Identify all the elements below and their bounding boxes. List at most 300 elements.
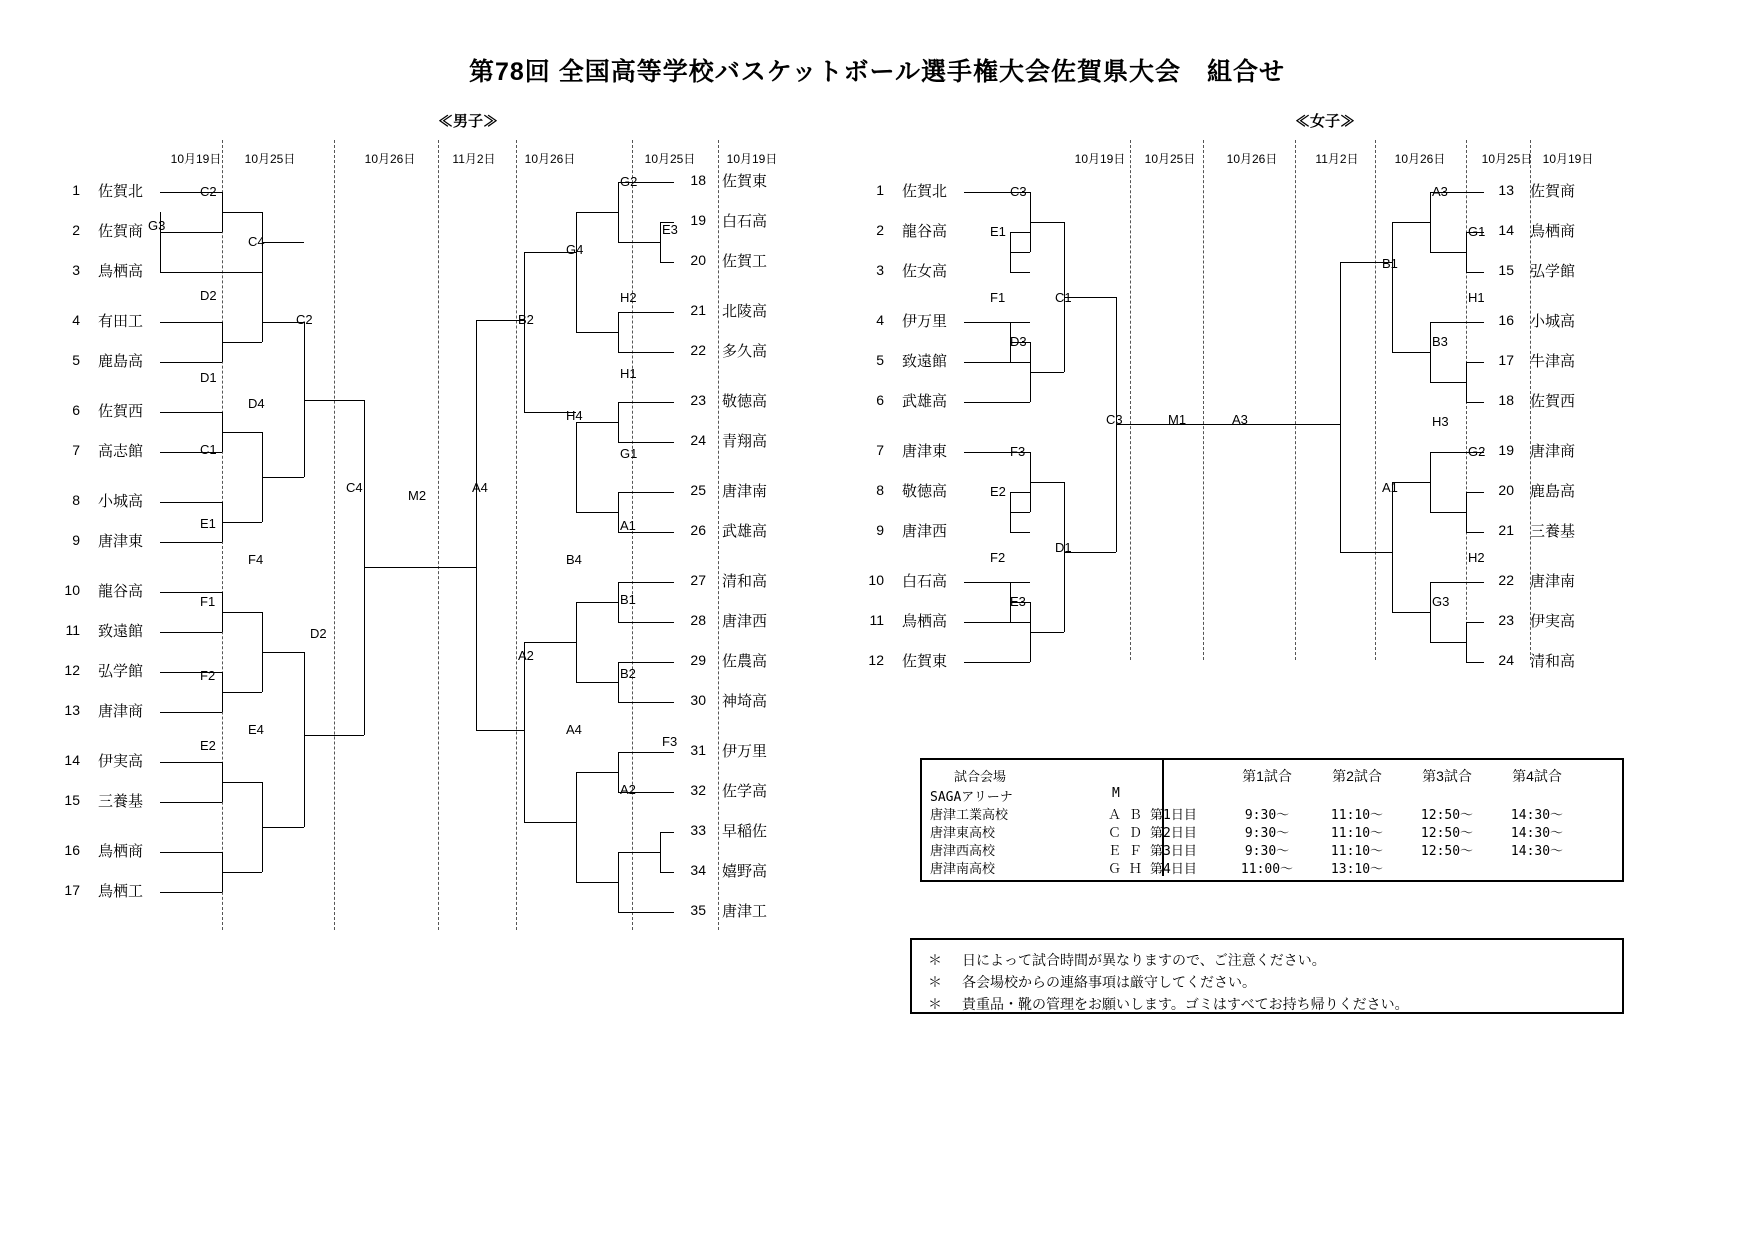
men-right-team-1: 白石高 <box>722 213 768 230</box>
women-code-C3-1: C3 <box>1010 184 1027 199</box>
men-left-team-7: 小城高 <box>98 493 144 510</box>
women-line <box>1466 362 1484 363</box>
men-right-team-13: 伊万里 <box>722 743 768 760</box>
women-date-header-6: 10月19日 <box>1542 152 1594 166</box>
venue-name-4: 唐津南高校 <box>930 862 996 877</box>
men-line <box>364 567 438 568</box>
men-code-D2-2: D2 <box>310 626 327 641</box>
women-right-seed-11: 24 <box>1498 652 1514 668</box>
day-label-0: 第1日目 <box>1150 808 1197 823</box>
women-code-D1: D1 <box>1055 540 1072 555</box>
women-left-seed-8: 9 <box>876 522 884 538</box>
women-line <box>1466 272 1484 273</box>
women-section-label: ≪女子≫ <box>1295 113 1356 130</box>
men-line <box>618 912 674 913</box>
women-line <box>1430 582 1431 642</box>
men-code-C4-2: C4 <box>346 480 363 495</box>
women-right-team-5: 佐賀西 <box>1530 393 1576 410</box>
men-right-seed-16: 34 <box>690 862 706 878</box>
venue-name-3: 唐津西高校 <box>930 844 996 859</box>
venue-code-2: Ｃ Ｄ <box>1108 826 1142 841</box>
men-code-E3: E3 <box>662 222 678 237</box>
women-left-seed-7: 8 <box>876 482 884 498</box>
men-left-team-4: 鹿島高 <box>98 353 144 370</box>
women-line <box>1466 662 1484 663</box>
men-line <box>222 342 262 343</box>
men-divider-6 <box>718 140 719 930</box>
women-code-E3: E3 <box>1010 594 1026 609</box>
men-date-header-1: 10月25日 <box>244 152 296 166</box>
men-line <box>304 652 305 827</box>
men-line <box>160 232 222 233</box>
women-line <box>1430 382 1466 383</box>
women-right-team-3: 小城高 <box>1530 313 1576 330</box>
men-line <box>476 320 477 730</box>
day-1-time-2: 12:50～ <box>1420 826 1474 841</box>
men-line <box>576 512 618 513</box>
women-line <box>1466 622 1467 662</box>
men-code-M2: M2 <box>408 488 427 503</box>
women-line <box>1466 532 1484 533</box>
men-line <box>262 827 304 828</box>
men-right-seed-11: 29 <box>690 652 706 668</box>
men-line <box>618 582 674 583</box>
note-text-1: 各会場校からの連絡事項は厳守してください。 <box>962 974 1256 990</box>
men-left-seed-10: 11 <box>65 622 80 638</box>
women-right-seed-5: 18 <box>1498 392 1514 408</box>
note-marker-2: ＊ <box>928 996 942 1012</box>
men-code-F4: F4 <box>248 552 264 567</box>
day-1-time-3: 14:30～ <box>1510 826 1564 841</box>
men-date-header-4: 10月26日 <box>524 152 576 166</box>
men-line <box>576 212 577 332</box>
women-right-seed-2: 15 <box>1498 262 1514 278</box>
women-line <box>1430 252 1466 253</box>
men-line <box>660 832 661 872</box>
men-line <box>618 852 619 912</box>
men-right-seed-8: 26 <box>690 522 706 538</box>
men-line <box>160 852 222 853</box>
day-label-2: 第3日目 <box>1150 844 1197 859</box>
day-2-time-1: 11:10～ <box>1330 844 1384 859</box>
men-right-seed-4: 22 <box>690 342 706 358</box>
men-left-seed-5: 6 <box>72 402 80 418</box>
men-left-seed-7: 8 <box>72 492 80 508</box>
day-0-time-0: 9:30～ <box>1244 808 1290 823</box>
day-label-3: 第4日目 <box>1150 862 1197 877</box>
men-line <box>576 212 618 213</box>
women-code-C1: C1 <box>1055 290 1072 305</box>
men-right-team-2: 佐賀工 <box>722 253 768 270</box>
women-right-seed-9: 22 <box>1498 572 1514 588</box>
day-3-time-0: 11:00～ <box>1240 862 1294 877</box>
men-right-team-16: 嬉野高 <box>722 863 768 880</box>
women-line <box>1010 232 1030 233</box>
men-code-C4-1: C4 <box>248 234 265 249</box>
women-line <box>1430 322 1484 323</box>
women-right-seed-3: 16 <box>1498 312 1514 328</box>
women-line <box>1466 622 1484 623</box>
day-0-time-2: 12:50～ <box>1420 808 1474 823</box>
women-date-header-2: 10月26日 <box>1226 152 1278 166</box>
men-divider-3 <box>438 140 439 930</box>
men-code-C1: C1 <box>200 442 217 457</box>
men-code-C2-1: C2 <box>200 184 217 199</box>
women-code-H1: H1 <box>1468 290 1485 305</box>
women-line <box>1010 272 1030 273</box>
men-line <box>160 272 262 273</box>
men-right-team-17: 唐津工 <box>722 903 768 920</box>
men-line <box>660 222 661 262</box>
men-right-seed-7: 25 <box>690 482 706 498</box>
women-left-team-10: 鳥栖高 <box>902 613 948 630</box>
men-line <box>160 712 222 713</box>
women-line <box>1064 552 1116 553</box>
women-line <box>1392 222 1430 223</box>
women-line <box>1466 492 1484 493</box>
men-left-team-2: 鳥栖高 <box>98 263 144 280</box>
men-line <box>476 730 524 731</box>
men-divider-2 <box>334 140 335 930</box>
women-right-seed-8: 21 <box>1498 522 1514 538</box>
day-label-1: 第2日目 <box>1150 826 1197 841</box>
men-code-B1: B1 <box>620 592 636 607</box>
men-left-team-6: 高志館 <box>98 443 144 460</box>
men-left-team-5: 佐賀西 <box>98 403 144 420</box>
men-code-G3: G3 <box>148 218 166 233</box>
women-left-team-1: 龍谷高 <box>902 223 948 240</box>
men-line <box>576 422 577 512</box>
men-date-header-3: 11月2日 <box>452 152 496 166</box>
men-left-seed-16: 17 <box>64 882 80 898</box>
men-right-team-10: 唐津西 <box>722 613 768 630</box>
men-date-header-2: 10月26日 <box>364 152 416 166</box>
women-right-seed-4: 17 <box>1498 352 1514 368</box>
men-code-F2: F2 <box>200 668 216 683</box>
venue-name-0: SAGAアリーナ <box>930 790 1013 805</box>
men-right-seed-14: 32 <box>690 782 706 798</box>
women-left-seed-2: 3 <box>876 262 884 278</box>
women-divider-1 <box>1130 140 1131 660</box>
men-section-label: ≪男子≫ <box>438 113 499 130</box>
men-line <box>304 735 364 736</box>
women-code-E2: E2 <box>990 484 1006 499</box>
day-2-time-2: 12:50～ <box>1420 844 1474 859</box>
men-right-team-0: 佐賀東 <box>722 173 768 190</box>
men-code-H4: H4 <box>566 408 583 423</box>
men-code-B4: B4 <box>566 552 582 567</box>
women-line <box>1030 372 1064 373</box>
men-code-A4-2: A4 <box>566 722 582 737</box>
women-line <box>1392 352 1430 353</box>
men-line <box>660 832 674 833</box>
men-line <box>222 782 262 783</box>
men-left-seed-13: 14 <box>64 752 80 768</box>
women-left-team-5: 武雄高 <box>902 393 948 410</box>
women-line <box>1010 512 1030 513</box>
women-code-F3: F3 <box>1010 444 1026 459</box>
day-1-time-1: 11:10～ <box>1330 826 1384 841</box>
men-left-team-8: 唐津東 <box>98 533 144 550</box>
men-line <box>660 262 674 263</box>
women-code-C3-2: C3 <box>1106 412 1123 427</box>
men-line <box>222 692 262 693</box>
men-line <box>160 632 222 633</box>
men-code-A4-center: A4 <box>472 480 488 495</box>
women-right-seed-1: 14 <box>1498 222 1514 238</box>
women-code-A1: A1 <box>1382 480 1398 495</box>
women-left-team-2: 佐女高 <box>902 263 948 280</box>
venue-code-3: Ｅ Ｆ <box>1108 844 1142 859</box>
men-left-seed-15: 16 <box>64 842 80 858</box>
women-right-team-0: 佐賀商 <box>1530 183 1576 200</box>
women-line <box>964 622 1030 623</box>
men-line <box>222 212 262 213</box>
women-right-team-9: 唐津南 <box>1530 573 1576 590</box>
men-left-seed-6: 7 <box>72 442 80 458</box>
women-left-seed-5: 6 <box>876 392 884 408</box>
women-right-team-11: 清和高 <box>1530 653 1576 670</box>
women-left-seed-6: 7 <box>876 442 884 458</box>
men-line <box>262 652 304 653</box>
men-left-seed-14: 15 <box>64 792 80 808</box>
men-line <box>618 402 674 403</box>
men-line <box>524 252 525 412</box>
men-right-seed-17: 35 <box>690 902 706 918</box>
day-2-time-3: 14:30～ <box>1510 844 1564 859</box>
venue-code-1: Ａ Ｂ <box>1108 808 1142 823</box>
men-line <box>160 802 222 803</box>
women-left-seed-11: 12 <box>868 652 884 668</box>
men-line <box>160 502 222 503</box>
men-line <box>618 662 619 702</box>
men-right-team-7: 唐津南 <box>722 483 768 500</box>
men-line <box>618 752 619 792</box>
men-line <box>618 312 674 313</box>
men-right-team-6: 青翔高 <box>722 433 768 450</box>
men-line <box>524 642 525 822</box>
women-left-team-6: 唐津東 <box>902 443 948 460</box>
women-line <box>1064 297 1116 298</box>
men-line <box>618 492 674 493</box>
women-left-seed-9: 10 <box>868 572 884 588</box>
men-line <box>618 852 660 853</box>
men-code-E4: E4 <box>248 722 264 737</box>
men-code-H2: H2 <box>620 290 637 305</box>
men-right-team-14: 佐学高 <box>722 783 768 800</box>
women-right-team-7: 鹿島高 <box>1530 483 1576 500</box>
venue-name-1: 唐津工業高校 <box>930 808 1009 823</box>
note-text-0: 日によって試合時間が異なりますので、ご注意ください。 <box>962 952 1326 968</box>
men-code-A2-2: A2 <box>620 782 636 797</box>
men-right-team-15: 早稲佐 <box>722 823 768 840</box>
men-code-B2-2: B2 <box>620 666 636 681</box>
men-line <box>576 882 618 883</box>
women-right-team-8: 三養基 <box>1530 523 1576 540</box>
note-text-2: 貴重品・靴の管理をお願いします。ゴミはすべてお持ち帰りください。 <box>962 996 1409 1012</box>
women-right-team-10: 伊実高 <box>1530 613 1576 630</box>
men-line <box>222 872 262 873</box>
men-line <box>524 822 576 823</box>
women-line <box>1340 552 1392 553</box>
women-left-team-8: 唐津西 <box>902 523 948 540</box>
women-line <box>964 362 1030 363</box>
men-right-seed-6: 24 <box>690 432 706 448</box>
women-right-seed-7: 20 <box>1498 482 1514 498</box>
col-header-3: 第4試合 <box>1512 768 1562 784</box>
women-code-F1: F1 <box>990 290 1006 305</box>
men-left-seed-1: 2 <box>72 222 80 238</box>
men-code-F1: F1 <box>200 594 216 609</box>
women-left-seed-1: 2 <box>876 222 884 238</box>
men-code-E2: E2 <box>200 738 216 753</box>
men-line <box>222 432 262 433</box>
note-marker-0: ＊ <box>928 952 942 968</box>
men-date-header-0: 10月19日 <box>170 152 222 166</box>
women-date-header-1: 10月25日 <box>1144 152 1196 166</box>
women-date-header-5: 10月25日 <box>1481 152 1533 166</box>
men-right-seed-9: 27 <box>690 572 706 588</box>
men-date-header-6: 10月19日 <box>726 152 778 166</box>
men-code-C2-2: C2 <box>296 312 313 327</box>
men-left-team-1: 佐賀商 <box>98 223 144 240</box>
women-line <box>1430 642 1466 643</box>
men-code-D4: D4 <box>248 396 265 411</box>
men-left-team-9: 龍谷高 <box>98 583 144 600</box>
men-divider-5 <box>632 140 633 930</box>
men-line <box>618 582 619 622</box>
men-right-team-3: 北陵高 <box>722 303 768 320</box>
men-line <box>222 612 262 613</box>
men-line <box>160 762 222 763</box>
women-left-seed-3: 4 <box>876 312 884 328</box>
men-line <box>576 772 577 882</box>
women-left-team-9: 白石高 <box>902 573 948 590</box>
venue-code-4: Ｇ Ｈ <box>1108 862 1142 877</box>
men-code-E1: E1 <box>200 516 216 531</box>
men-line <box>576 772 618 773</box>
men-right-seed-0: 18 <box>690 172 706 188</box>
women-line <box>964 662 1030 663</box>
men-code-G1: G1 <box>620 446 638 461</box>
women-right-team-2: 弘学館 <box>1530 263 1576 280</box>
men-left-team-0: 佐賀北 <box>98 183 144 200</box>
men-line <box>618 662 674 663</box>
women-code-H3: H3 <box>1432 414 1449 429</box>
men-line <box>618 752 674 753</box>
women-left-team-11: 佐賀東 <box>902 653 948 670</box>
women-line <box>1240 424 1340 425</box>
men-right-seed-2: 20 <box>690 252 706 268</box>
women-line <box>1430 452 1431 512</box>
women-left-seed-4: 5 <box>876 352 884 368</box>
men-code-A1: A1 <box>620 518 636 533</box>
women-line <box>1392 482 1393 612</box>
women-line <box>1030 632 1064 633</box>
women-date-header-4: 10月26日 <box>1394 152 1446 166</box>
women-line <box>1064 482 1065 632</box>
men-code-A2: A2 <box>518 648 534 663</box>
men-left-team-14: 三養基 <box>98 793 144 810</box>
men-left-team-12: 唐津商 <box>98 703 144 720</box>
women-right-team-1: 鳥栖商 <box>1530 223 1576 240</box>
men-code-G2: G2 <box>620 174 638 189</box>
men-line <box>524 642 576 643</box>
col-header-0: 第1試合 <box>1242 768 1292 784</box>
men-code-D1: D1 <box>200 370 217 385</box>
men-right-seed-1: 19 <box>690 212 706 228</box>
women-line <box>1466 492 1467 532</box>
women-line <box>964 582 1030 583</box>
women-code-A3: A3 <box>1432 184 1448 199</box>
note-marker-1: ＊ <box>928 974 942 990</box>
women-line <box>1030 222 1064 223</box>
men-code-B2: B2 <box>518 312 534 327</box>
men-left-seed-11: 12 <box>64 662 80 678</box>
men-left-team-10: 致遠館 <box>98 623 144 640</box>
women-right-seed-6: 19 <box>1498 442 1514 458</box>
men-line <box>618 442 674 443</box>
men-line <box>618 352 674 353</box>
men-line <box>304 400 364 401</box>
men-left-seed-3: 4 <box>72 312 80 328</box>
men-line <box>476 320 524 321</box>
women-line <box>1466 232 1467 272</box>
women-line <box>1430 582 1484 583</box>
men-line <box>160 542 222 543</box>
men-line <box>618 702 674 703</box>
women-code-D3: D3 <box>1010 334 1027 349</box>
women-left-team-4: 致遠館 <box>902 353 948 370</box>
men-line <box>262 477 304 478</box>
women-left-team-7: 敬徳高 <box>902 483 948 500</box>
men-right-seed-15: 33 <box>690 822 706 838</box>
men-code-D2: D2 <box>200 288 217 303</box>
day-1-time-0: 9:30～ <box>1244 826 1290 841</box>
men-code-F3: F3 <box>662 734 678 749</box>
women-left-seed-10: 11 <box>869 612 884 628</box>
women-line <box>1340 262 1341 552</box>
men-line <box>160 892 222 893</box>
men-left-seed-2: 3 <box>72 262 80 278</box>
men-line <box>618 182 619 242</box>
men-right-team-5: 敬徳高 <box>722 393 768 410</box>
women-line <box>1030 482 1064 483</box>
men-right-team-12: 神埼高 <box>722 693 768 710</box>
women-divider-3 <box>1295 140 1296 660</box>
men-left-seed-12: 13 <box>64 702 80 718</box>
men-right-team-9: 清和高 <box>722 573 768 590</box>
men-line <box>618 492 619 532</box>
venue-name-2: 唐津東高校 <box>930 826 996 841</box>
women-line <box>1430 322 1431 382</box>
men-left-team-16: 鳥栖工 <box>98 883 144 900</box>
women-code-F2: F2 <box>990 550 1006 565</box>
men-line <box>160 362 222 363</box>
men-line <box>222 522 262 523</box>
col-header-2: 第3試合 <box>1422 768 1472 784</box>
women-line <box>964 402 1030 403</box>
women-line <box>1430 192 1431 252</box>
women-right-team-4: 牛津高 <box>1530 353 1576 370</box>
women-line <box>1010 532 1030 533</box>
men-line <box>262 272 263 342</box>
men-code-G4: G4 <box>566 242 584 257</box>
women-line <box>1430 512 1466 513</box>
women-left-seed-0: 1 <box>876 182 884 198</box>
men-line <box>160 322 222 323</box>
col-header-1: 第2試合 <box>1332 768 1382 784</box>
